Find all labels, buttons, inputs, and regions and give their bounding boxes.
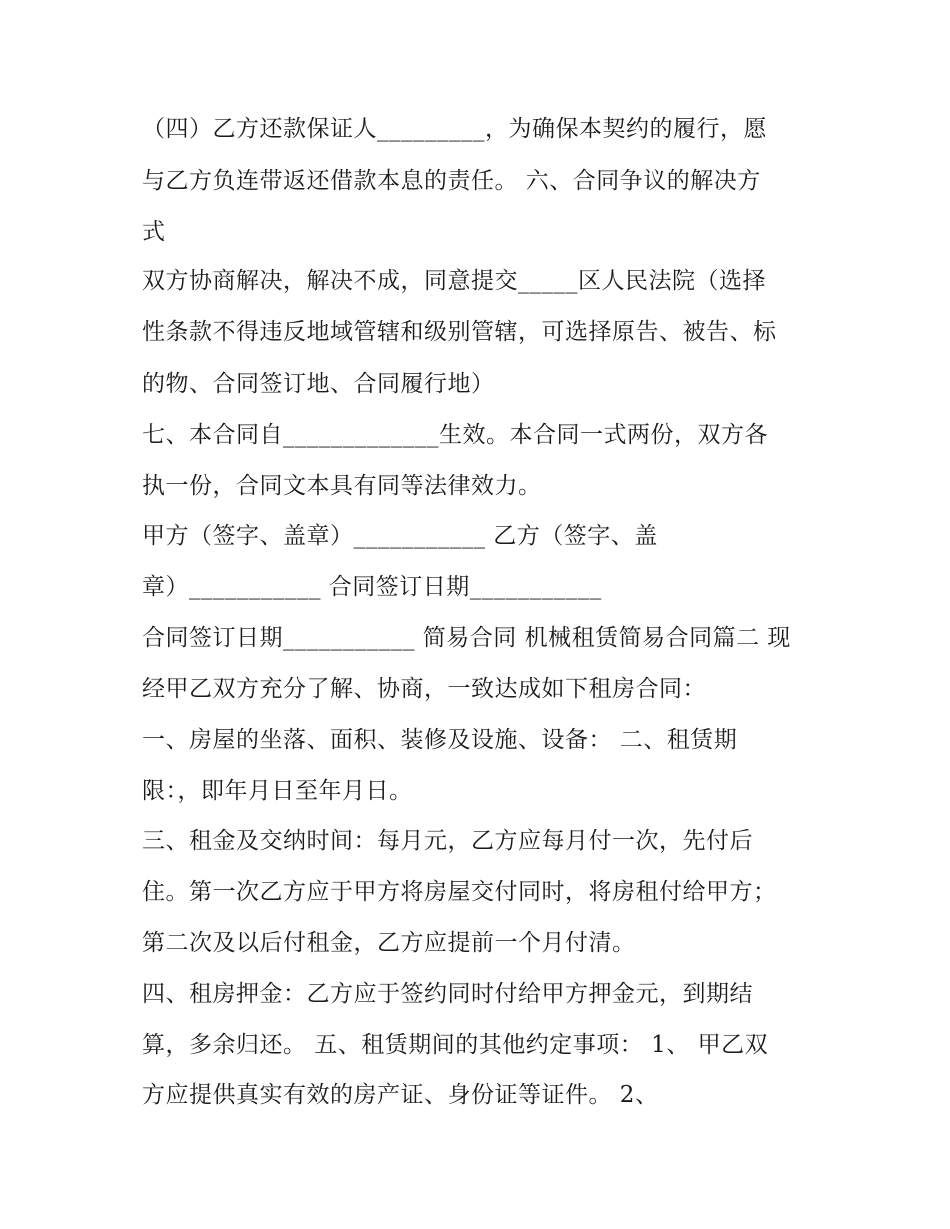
text-line: 式 bbox=[142, 219, 166, 245]
text-line: 方应提供真实有效的房产证、身份证等证件。 2、 bbox=[142, 1082, 659, 1108]
text-line: 甲方（签字、盖章）___________ 乙方（签字、盖 bbox=[142, 523, 658, 549]
text-line: 限：，即年月日至年月日。 bbox=[142, 778, 413, 804]
text-line: 住。第一次乙方应于甲方将房屋交付同时，将房租付给甲方； bbox=[142, 879, 777, 905]
text-line: 与乙方负连带返还借款本息的责任。 六、合同争议的解决方 bbox=[142, 168, 761, 194]
text-line: 合同签订日期___________ 简易合同 机械租赁简易合同篇二 现 bbox=[142, 625, 791, 651]
text-line: 性条款不得违反地域管辖和级别管辖，可选择原告、被告、标 bbox=[142, 319, 777, 345]
text-line: 四、租房押金：乙方应于签约同时付给甲方押金元，到期结 bbox=[142, 981, 753, 1007]
text-line: 一、房屋的坐落、面积、装修及设施、设备： 二、租赁期 bbox=[142, 727, 738, 753]
text-line: 三、租金及交纳时间：每月元，乙方应每月付一次，先付后 bbox=[142, 828, 753, 854]
text-line: 算，多余归还。 五、租赁期间的其他约定事项： 1、 甲乙双 bbox=[142, 1032, 769, 1058]
text-line: 第二次及以后付租金，乙方应提前一个月付清。 bbox=[142, 930, 636, 956]
text-line: 执一份，合同文本具有同等法律效力。 bbox=[142, 473, 542, 499]
text-line: 经甲乙双方充分了解、协商，一致达成如下租房合同： bbox=[142, 676, 706, 702]
text-line: 双方协商解决，解决不成，同意提交_____区人民法院（选择 bbox=[142, 268, 766, 294]
text-line: 七、本合同自_____________生效。本合同一式两份，双方各 bbox=[142, 422, 768, 448]
text-line: （四）乙方还款保证人_________，为确保本契约的履行，愿 bbox=[142, 116, 767, 142]
text-line: 的物、合同签订地、合同履行地） bbox=[142, 371, 495, 397]
text-line: 章）___________ 合同签订日期___________ bbox=[142, 574, 602, 600]
